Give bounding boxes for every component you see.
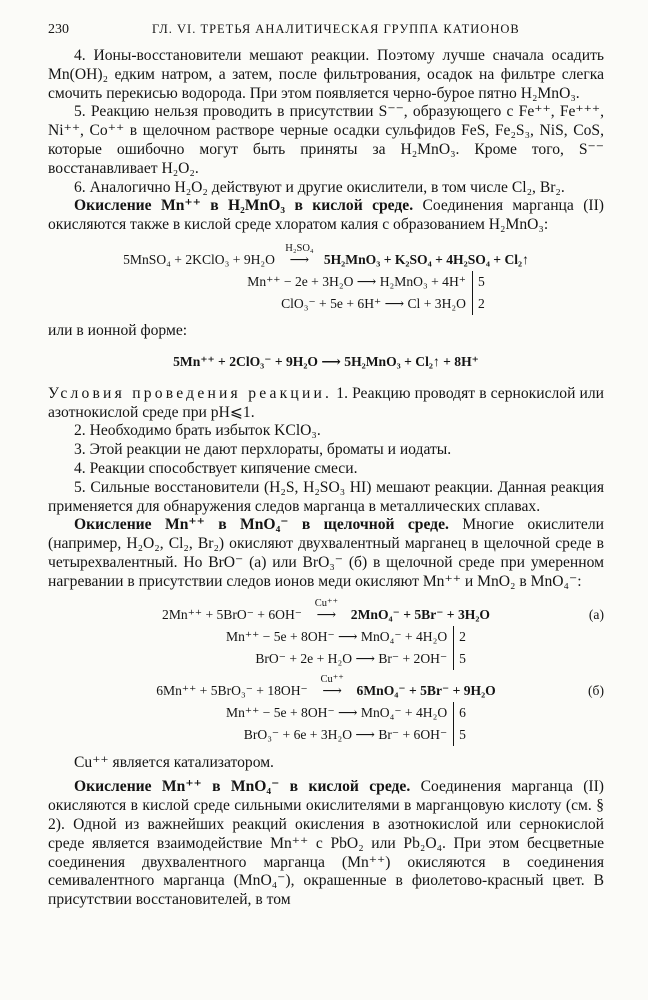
half-reaction: BrO₃⁻ + 6e + 3H₂O ⟶ Br⁻ + 6OH⁻ xyxy=(243,726,448,742)
half-reactions-1 xyxy=(128,271,604,315)
coefficient: 5 xyxy=(477,273,485,289)
paragraph-5: 5. Реакцию нельзя проводить в присутствии S⁻⁻, образующего с Fe⁺⁺, Fe⁺⁺⁺, Ni⁺⁺, Co⁺⁺ в щелочном растворе черные осадки сульфидов FeS, Fe₂S₃, NiS, CoS, которые ошибочно могут быть приняты за H₂MnO₃. Кроме того, S⁻⁻ восстанавливает H₂O₂. xyxy=(48,103,604,177)
arrow-label: H₂SO₄ xyxy=(285,242,314,254)
conditions-heading: Условия проведения реакции. xyxy=(48,384,333,402)
section-heading: Окисление Mn⁺⁺ в H₂MnO₃ в кислой среде. xyxy=(74,197,414,215)
paragraph-4: 4. Ионы-восстановители мешают реакции. Поэтому лучше сначала осадить Mn(OH)₂ едким натром, а затем, после фильтрования, осадок на фильтре слегка смочить перекисью водорода. При этом появляется черно-бурое пятно H₂MnO₃. xyxy=(48,47,604,102)
section-body: Многие окислители (например, H₂O₂, Cl₂, Br₂) окисляют двухвалентный марганец в щелочной среде в четырехвалентный. Но BrO⁻ (а) или BrO₃⁻ (б) в щелочной среде при умеренном нагревании в присутствии следов ионов меди окисляют Mn⁺⁺ и MnO₂ в MnO₄⁻: xyxy=(48,516,604,590)
condition-1: 1. Реакцию проводят в сернокислой или азотнокислой среде при pH⩽1. xyxy=(48,384,604,421)
eqb-left: 6Mn⁺⁺ + 5BrO₃⁻ + 18OH⁻ xyxy=(156,682,308,698)
coefficient: 6 xyxy=(459,704,466,720)
eqa-left: 2Mn⁺⁺ + 5BrO⁻ + 6OH⁻ xyxy=(162,606,302,622)
equation-1 xyxy=(48,242,604,315)
section-heading: Окисление Mn⁺⁺ в MnO₄⁻ в кислой среде. xyxy=(74,778,411,796)
conditions-paragraph xyxy=(48,385,604,423)
equation-2 xyxy=(48,351,604,373)
section-chlorate-oxidation xyxy=(48,197,604,235)
coefficient: 5 xyxy=(459,726,466,742)
section-heading: Окисление Mn⁺⁺ в MnO₄⁻ в щелочной среде. xyxy=(74,516,449,534)
catalyst-note: Cu⁺⁺ является катализатором. xyxy=(74,753,274,771)
eqb-right: 6MnO₄⁻ + 5Br⁻ + 9H₂O xyxy=(356,682,496,698)
equation-tag: (а) xyxy=(588,606,604,622)
section-alkaline-oxidation xyxy=(48,516,604,591)
running-header xyxy=(48,22,604,38)
half-reaction: Mn⁺⁺ − 5e + 8OH⁻ ⟶ MnO₄⁻ + 4H₂O xyxy=(226,704,448,720)
eq1-left: 5MnSO₄ + 2KClO₃ + 9H₂O xyxy=(123,251,275,267)
half-reaction: ClO₃⁻ + 5e + 6H⁺ ⟶ Cl + 3H₂O xyxy=(281,295,466,311)
paragraph-6: 6. Аналогично H₂O₂ действуют и другие окислители, в том числе Cl₂, Br₂. xyxy=(74,178,565,196)
coefficient: 2 xyxy=(459,628,466,644)
eqa-right: 2MnO₄⁻ + 5Br⁻ + 3H₂O xyxy=(350,606,490,622)
half-reaction: Mn⁺⁺ − 5e + 8OH⁻ ⟶ MnO₄⁻ + 4H₂O xyxy=(226,628,448,644)
section-acidic-permanganate xyxy=(48,778,604,910)
coefficient: 2 xyxy=(477,295,485,311)
section-body: Соединения марганца (II) окисляются в кислой среде сильными окислителями в марганцовую кислоту (см. § 2). Одной из важнейших реакций окисления в азотнокислой или сернокислой среде является взаимодействие Mn⁺⁺ с PbO₂ или Pb₂O₄. При этом бесцветные соединения двухвалентного марганца (Mn⁺⁺) окисляются в соединения семивалентного марганца (MnO₄⁻), окрашенные в фиолетово-красный цвет. В присутствии восстановителей, в том xyxy=(48,778,604,909)
half-reaction: BrO⁻ + 2e + H₂O ⟶ Br⁻ + 2OH⁻ xyxy=(255,650,448,666)
section-body: Соединения марганца (II) окисляются также в кислой среде хлоратом калия с образованием H₂MnO₃: xyxy=(48,197,604,234)
reaction-arrow: ⟶ Cu⁺⁺ xyxy=(311,680,353,702)
ionic-intro: или в ионной форме: xyxy=(48,321,188,339)
arrow-label: Cu⁺⁺ xyxy=(320,673,344,685)
equation-b xyxy=(48,673,604,746)
page-number: 230 xyxy=(48,22,69,37)
condition-3: 3. Этой реакции не дают перхлораты, броматы и иодаты. xyxy=(74,441,452,459)
equation-tag: (б) xyxy=(588,682,604,698)
coefficient: 5 xyxy=(459,650,466,666)
half-reactions-b xyxy=(88,702,604,746)
eq2-text: 5Mn⁺⁺ + 2ClO₃⁻ + 9H₂O ⟶ 5H₂MnO₃ + Cl₂↑ + 8H⁺ xyxy=(173,353,479,369)
eq1-right: 5H₂MnO₃ + K₂SO₄ + 4H₂SO₄ + Cl₂↑ xyxy=(323,251,529,267)
condition-5: 5. Сильные восстановители (H₂S, H₂SO₃ HI) мешают реакции. Данная реакция применяется для обнаружения следов марганца в металлических сплавах. xyxy=(48,478,604,515)
reaction-arrow: ⟶ H₂SO₄ xyxy=(278,249,320,271)
half-reactions-a xyxy=(88,626,604,670)
reaction-arrow: ⟶ Cu⁺⁺ xyxy=(305,604,347,626)
chapter-title: ГЛ. VI. ТРЕТЬЯ АНАЛИТИЧЕСКАЯ ГРУППА КАТИОНОВ xyxy=(152,22,520,36)
condition-2: 2. Необходимо брать избыток KClO₃. xyxy=(74,422,321,440)
equation-a xyxy=(48,597,604,670)
half-reaction: Mn⁺⁺ − 2e + 3H₂O ⟶ H₂MnO₃ + 4H⁺ xyxy=(247,273,466,289)
arrow-label: Cu⁺⁺ xyxy=(314,597,339,609)
condition-4: 4. Реакции способствует кипячение смеси. xyxy=(74,459,358,477)
